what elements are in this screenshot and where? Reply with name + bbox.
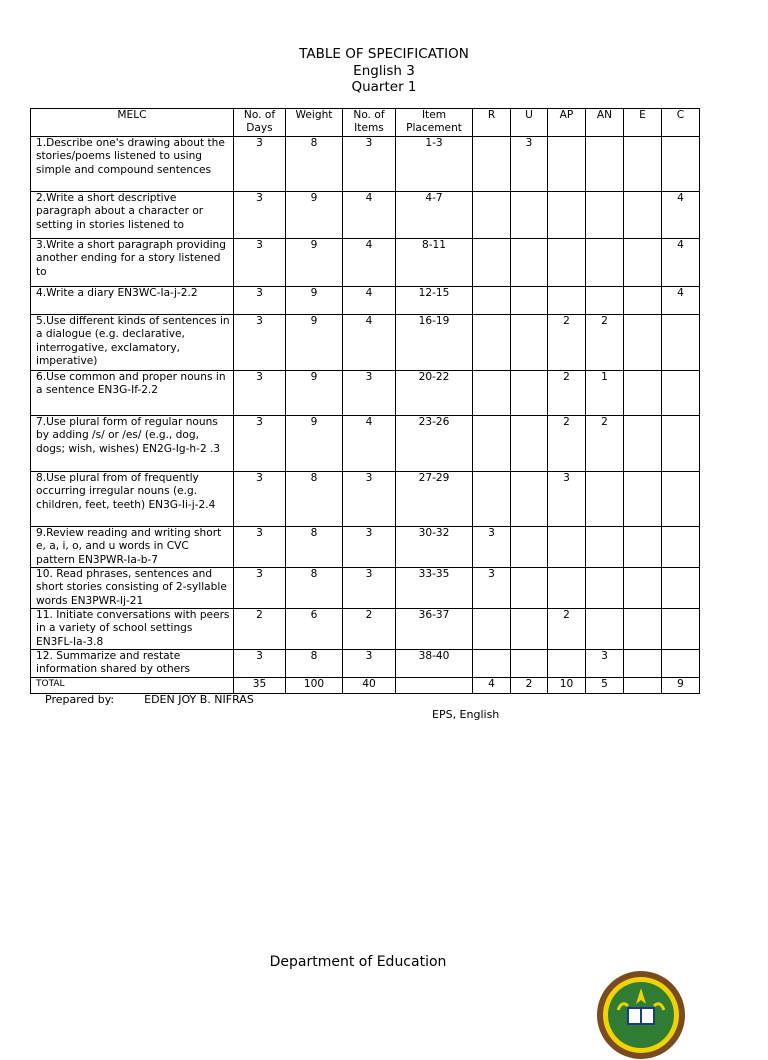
- cell-placement: 27-29: [396, 472, 473, 527]
- table-row: [31, 472, 700, 527]
- cell-an: 2: [586, 416, 624, 472]
- cell-items: 3: [343, 371, 396, 416]
- table-row: [31, 239, 700, 287]
- cell-melc: 11. Initiate conversations with peers in a variety of school settings EN3FL-Ia-3.8: [31, 609, 234, 650]
- table-row: [31, 609, 700, 650]
- cell-total-ap: 10: [548, 678, 586, 694]
- cell-an: [586, 239, 624, 287]
- cell-placement: 1-3: [396, 137, 473, 192]
- prepared-by-label: Prepared by:: [45, 693, 115, 706]
- cell-items: 3: [343, 568, 396, 609]
- cell-c: 4: [662, 192, 700, 239]
- cell-an: [586, 568, 624, 609]
- cell-days: 2: [234, 609, 286, 650]
- header-an: AN: [586, 109, 624, 137]
- cell-placement: 8-11: [396, 239, 473, 287]
- cell-r: [473, 137, 511, 192]
- cell-c: [662, 527, 700, 568]
- cell-u: [511, 315, 548, 371]
- cell-u: 3: [511, 137, 548, 192]
- cell-c: [662, 650, 700, 678]
- cell-days: 3: [234, 568, 286, 609]
- cell-e: [624, 287, 662, 315]
- cell-melc: 4.Write a diary EN3WC-Ia-j-2.2: [31, 287, 234, 315]
- cell-c: [662, 137, 700, 192]
- cell-an: [586, 609, 624, 650]
- cell-days: 3: [234, 137, 286, 192]
- cell-days: 3: [234, 287, 286, 315]
- cell-total-label: TOTAL: [31, 678, 234, 694]
- cell-total-placement: [396, 678, 473, 694]
- cell-weight: 9: [286, 239, 343, 287]
- cell-u: [511, 568, 548, 609]
- cell-r: [473, 192, 511, 239]
- cell-u: [511, 287, 548, 315]
- cell-melc: 3.Write a short paragraph providing another ending for a story listened to: [31, 239, 234, 287]
- cell-c: [662, 371, 700, 416]
- cell-c: [662, 315, 700, 371]
- cell-placement: 4-7: [396, 192, 473, 239]
- cell-weight: 9: [286, 371, 343, 416]
- cell-weight: 8: [286, 650, 343, 678]
- cell-days: 3: [234, 315, 286, 371]
- table-row: [31, 287, 700, 315]
- header-e: E: [624, 109, 662, 137]
- cell-an: [586, 527, 624, 568]
- cell-e: [624, 371, 662, 416]
- deped-seal-icon: [596, 970, 686, 1060]
- cell-ap: 2: [548, 609, 586, 650]
- cell-c: [662, 416, 700, 472]
- cell-days: 3: [234, 239, 286, 287]
- cell-an: [586, 137, 624, 192]
- cell-items: 3: [343, 650, 396, 678]
- cell-ap: [548, 568, 586, 609]
- cell-weight: 9: [286, 315, 343, 371]
- cell-items: 3: [343, 527, 396, 568]
- cell-e: [624, 568, 662, 609]
- cell-weight: 9: [286, 416, 343, 472]
- cell-r: [473, 239, 511, 287]
- cell-days: 3: [234, 371, 286, 416]
- cell-c: [662, 609, 700, 650]
- header-items: No. of Items: [343, 109, 396, 137]
- cell-r: [473, 315, 511, 371]
- cell-ap: [548, 239, 586, 287]
- cell-weight: 9: [286, 287, 343, 315]
- cell-items: 4: [343, 192, 396, 239]
- footer-agency: Department of Education: [269, 954, 447, 970]
- cell-days: 3: [234, 650, 286, 678]
- cell-ap: 2: [548, 416, 586, 472]
- cell-melc: 7.Use plural form of regular nouns by adding /s/ or /es/ (e.g., dog, dogs; wish, wishes) EN2G-Ig-h-2 .3: [31, 416, 234, 472]
- table-row: [31, 416, 700, 472]
- cell-ap: 2: [548, 315, 586, 371]
- document-header: [0, 46, 768, 96]
- cell-c: 4: [662, 239, 700, 287]
- cell-ap: [548, 650, 586, 678]
- table-row: [31, 650, 700, 678]
- header-placement: Item Placement: [396, 109, 473, 137]
- prepared-by-line: [45, 693, 254, 706]
- cell-total-c: 9: [662, 678, 700, 694]
- cell-placement: 23-26: [396, 416, 473, 472]
- table-total-row: [31, 678, 700, 694]
- cell-ap: 3: [548, 472, 586, 527]
- cell-total-an: 5: [586, 678, 624, 694]
- document-subject: English 3: [353, 62, 415, 79]
- cell-melc: 9.Review reading and writing short e, a, i, o, and u words in CVC pattern EN3PWR-Ia-b-7: [31, 527, 234, 568]
- cell-total-r: 4: [473, 678, 511, 694]
- cell-total-u: 2: [511, 678, 548, 694]
- cell-r: 3: [473, 568, 511, 609]
- cell-melc: 5.Use different kinds of sentences in a dialogue (e.g. declarative, interrogative, exclamatory, imperative): [31, 315, 234, 371]
- cell-u: [511, 650, 548, 678]
- cell-total-days: 35: [234, 678, 286, 694]
- cell-items: 4: [343, 416, 396, 472]
- cell-e: [624, 472, 662, 527]
- cell-u: [511, 609, 548, 650]
- cell-total-e: [624, 678, 662, 694]
- preparer-name: EDEN JOY B. NIFRAS: [144, 693, 254, 706]
- cell-e: [624, 609, 662, 650]
- cell-e: [624, 416, 662, 472]
- cell-r: [473, 650, 511, 678]
- specification-table: [30, 108, 700, 694]
- cell-e: [624, 315, 662, 371]
- cell-ap: [548, 287, 586, 315]
- cell-u: [511, 472, 548, 527]
- cell-r: [473, 287, 511, 315]
- header-r: R: [473, 109, 511, 137]
- document-title: TABLE OF SPECIFICATION: [299, 46, 469, 62]
- cell-melc: 6.Use common and proper nouns in a sentence EN3G-If-2.2: [31, 371, 234, 416]
- cell-melc: 1.Describe one's drawing about the stories/poems listened to using simple and compound sentences: [31, 137, 234, 192]
- cell-days: 3: [234, 192, 286, 239]
- cell-an: [586, 192, 624, 239]
- cell-c: [662, 472, 700, 527]
- table-row: [31, 315, 700, 371]
- cell-r: [473, 609, 511, 650]
- cell-weight: 6: [286, 609, 343, 650]
- cell-ap: [548, 527, 586, 568]
- cell-ap: [548, 137, 586, 192]
- cell-r: [473, 472, 511, 527]
- cell-placement: 36-37: [396, 609, 473, 650]
- table-row: [31, 568, 700, 609]
- cell-items: 3: [343, 472, 396, 527]
- cell-placement: 12-15: [396, 287, 473, 315]
- cell-placement: 33-35: [396, 568, 473, 609]
- cell-melc: 8.Use plural from of frequently occurring irregular nouns (e.g. children, feet, teeth) EN3G-Ii-j-2.4: [31, 472, 234, 527]
- cell-e: [624, 527, 662, 568]
- cell-an: [586, 287, 624, 315]
- cell-e: [624, 137, 662, 192]
- cell-an: [586, 472, 624, 527]
- cell-ap: [548, 192, 586, 239]
- cell-items: 4: [343, 315, 396, 371]
- cell-u: [511, 371, 548, 416]
- table-row: [31, 371, 700, 416]
- cell-weight: 8: [286, 472, 343, 527]
- cell-items: 2: [343, 609, 396, 650]
- header-melc: MELC: [31, 109, 234, 137]
- cell-placement: 30-32: [396, 527, 473, 568]
- cell-ap: 2: [548, 371, 586, 416]
- cell-u: [511, 239, 548, 287]
- cell-total-weight: 100: [286, 678, 343, 694]
- cell-items: 4: [343, 287, 396, 315]
- cell-total-items: 40: [343, 678, 396, 694]
- cell-an: 3: [586, 650, 624, 678]
- cell-items: 3: [343, 137, 396, 192]
- cell-r: [473, 416, 511, 472]
- cell-melc: 12. Summarize and restate information shared by others: [31, 650, 234, 678]
- cell-melc: 10. Read phrases, sentences and short stories consisting of 2-syllable words EN3PWR-Ij-21: [31, 568, 234, 609]
- cell-days: 3: [234, 527, 286, 568]
- table-row: [31, 137, 700, 192]
- cell-e: [624, 239, 662, 287]
- cell-u: [511, 416, 548, 472]
- cell-an: 1: [586, 371, 624, 416]
- cell-e: [624, 650, 662, 678]
- header-ap: AP: [548, 109, 586, 137]
- cell-placement: 16-19: [396, 315, 473, 371]
- header-u: U: [511, 109, 548, 137]
- cell-r: 3: [473, 527, 511, 568]
- cell-melc: 2.Write a short descriptive paragraph about a character or setting in stories listened to: [31, 192, 234, 239]
- cell-u: [511, 192, 548, 239]
- header-days: No. of Days: [234, 109, 286, 137]
- cell-days: 3: [234, 416, 286, 472]
- table-header-row: [31, 109, 700, 137]
- cell-c: 4: [662, 287, 700, 315]
- cell-placement: 20-22: [396, 371, 473, 416]
- cell-e: [624, 192, 662, 239]
- cell-weight: 8: [286, 527, 343, 568]
- cell-weight: 8: [286, 137, 343, 192]
- cell-placement: 38-40: [396, 650, 473, 678]
- preparer-position: EPS, English: [432, 708, 500, 721]
- cell-items: 4: [343, 239, 396, 287]
- cell-weight: 9: [286, 192, 343, 239]
- cell-c: [662, 568, 700, 609]
- cell-days: 3: [234, 472, 286, 527]
- cell-weight: 8: [286, 568, 343, 609]
- header-c: C: [662, 109, 700, 137]
- table-row: [31, 192, 700, 239]
- cell-u: [511, 527, 548, 568]
- cell-an: 2: [586, 315, 624, 371]
- cell-r: [473, 371, 511, 416]
- table-row: [31, 527, 700, 568]
- document-quarter: Quarter 1: [351, 79, 417, 95]
- header-weight: Weight: [286, 109, 343, 137]
